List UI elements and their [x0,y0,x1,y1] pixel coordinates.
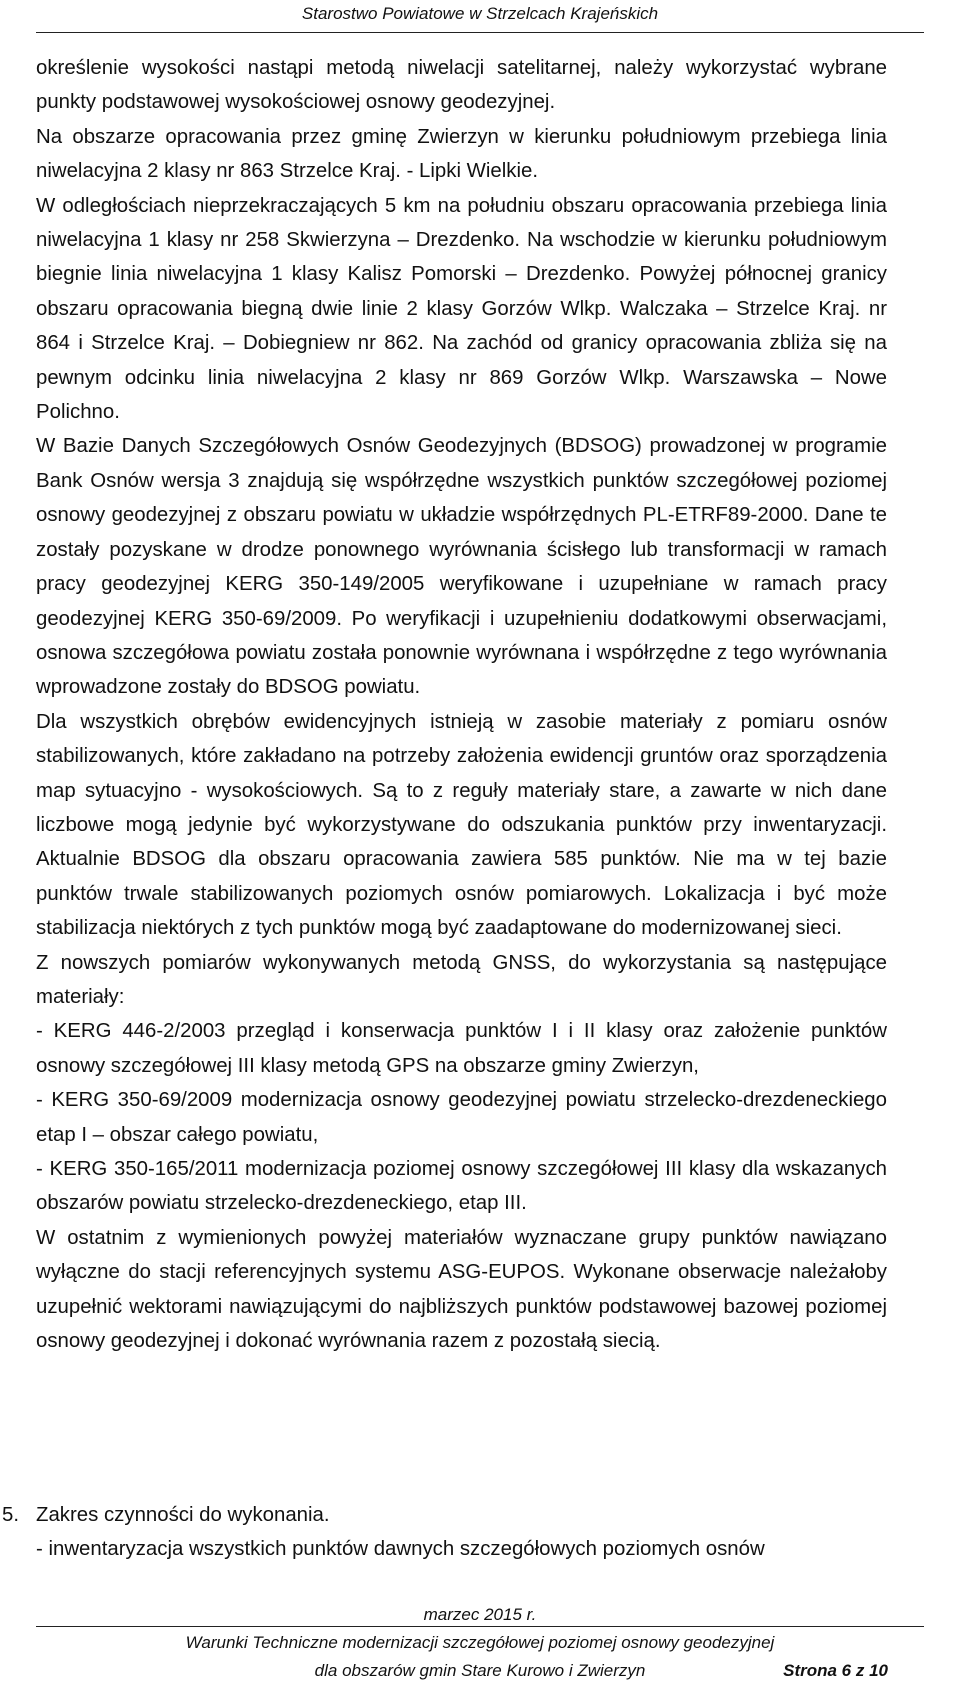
footer-divider [36,1626,924,1627]
header-divider [36,32,924,33]
section-title: Zakres czynności do wykonania. [36,1504,330,1526]
paragraph: W odległościach nieprzekraczających 5 km na południu obszaru opracowania przebiega linia niwelacyjna 1 klasy nr 258 Skwierzyna – Drezdenko. Na wschodzie w kierunku południowym biegnie linia niwelacyjna 1 klasy Kalisz Pomorski – Drezdenko. Powyżej północnej granicy obszaru opracowania biegną dwie linie 2 klasy Gorzów Wlkp. Walczaka – Strzelce Kraj. nr 864 i Strzelce Kraj. – Dobiegniew nr 862. Na zachód od granicy opracowania zbliża się na pewnym odcinku linia niwelacyjna 2 klasy nr 869 Gorzów Wlkp. Warszawska – Nowe Polichno. [36,194,887,424]
paragraph: określenie wysokości nastąpi metodą niwelacji satelitarnej, należy wykorzystać wybrane punkty podstawowej wysokościowej osnowy geodezyjnej. [36,57,887,114]
footer-date: marzec 2015 r. [423,1605,537,1624]
paragraph: Na obszarze opracowania przez gminę Zwierzyn w kierunku południowym przebiega linia niwelacyjna 2 klasy nr 863 Strzelce Kraj. - Lipki Wielkie. [36,125,887,183]
list-item: - KERG 446-2/2003 przegląd i konserwacja punktów I i II klasy oraz założenie punktów osnowy szczegółowej III klasy metodą GPS na obszarze gminy Zwierzyn, [36,1020,887,1077]
list-item: - KERG 350-69/2009 modernizacja osnowy geodezyjnej powiatu strzelecko-drezdeneckiego etap I – obszar całego powiatu, [36,1089,887,1146]
page-number: Strona 6 z 10 [783,1661,888,1680]
paragraph: W ostatnim z wymienionych powyżej materiałów wyznaczane grupy punktów nawiązano wyłączne do stacji referencyjnych systemu ASG-EUPOS. Wykonane obserwacje należałoby uzupełnić wektorami nawiązującymi do najbliższych punktów podstawowej bazowej poziomej osnowy geodezyjnej i dokonać wyrównania razem z pozostałą siecią. [36,1226,887,1353]
page-header: Starostwo Powiatowe w Strzelcach Krajeńskich [301,4,659,23]
document-body [36,51,887,1358]
paragraph: Dla wszystkich obrębów ewidencyjnych istnieją w zasobie materiały z pomiaru osnów stabilizowanych, które zakładano na potrzeby założenia ewidencji gruntów oraz sporządzenia map sytuacyjno - wysokościowych. Są to z reguły materiały stare, a zawarte w nich dane liczbowe mogą jedynie być wykorzystywane do odszukania punktów przy inwentaryzacji. Aktualnie BDSOG dla obszaru opracowania zawiera 585 punktów. Nie ma w tej bazie punktów trwale stabilizowanych poziomych osnów pomiarowych. Lokalizacja i być może stabilizacja niektórych z tych punktów mogą być zaadaptowane do modernizowanej sieci. [36,710,887,940]
footer-title: Warunki Techniczne modernizacji szczegółowej poziomej osnowy geodezyjnej [185,1633,775,1652]
paragraph: W Bazie Danych Szczegółowych Osnów Geodezyjnych (BDSOG) prowadzonej w programie Bank Osnów wersja 3 znajdują się współrzędne wszystkich punktów szczegółowej poziomej osnowy geodezyjnej z obszaru powiatu w układzie współrzędnych PL-ETRF89-2000. Dane te zostały pozyskane w drodze ponownego wyrównania ścisłego lub transformacji w ramach pracy geodezyjnej KERG 350-149/2005 weryfikowane i uzupełniane w ramach pracy geodezyjnej KERG 350-69/2009. Po weryfikacji i uzupełnieniu dodatkowymi obserwacjami, osnowa szczegółowa powiatu została ponownie wyrównana i współrzędne z tego wyrównania wprowadzone zostały do BDSOG powiatu. [36,435,887,699]
section-text: - inwentaryzacja wszystkich punktów dawnych szczegółowych poziomych osnów [36,1538,765,1560]
footer-subtitle: dla obszarów gmin Stare Kurowo i Zwierzyn [314,1661,646,1680]
list-item: - KERG 350-165/2011 modernizacja poziomej osnowy szczegółowej III klasy dla wskazanych obszarów powiatu strzelecko-drezdeneckiego, etap III. [36,1158,887,1215]
section-number: 5. [2,1504,20,1526]
paragraph: Z nowszych pomiarów wykonywanych metodą GNSS, do wykorzystania są następujące materiały: [36,951,887,1008]
